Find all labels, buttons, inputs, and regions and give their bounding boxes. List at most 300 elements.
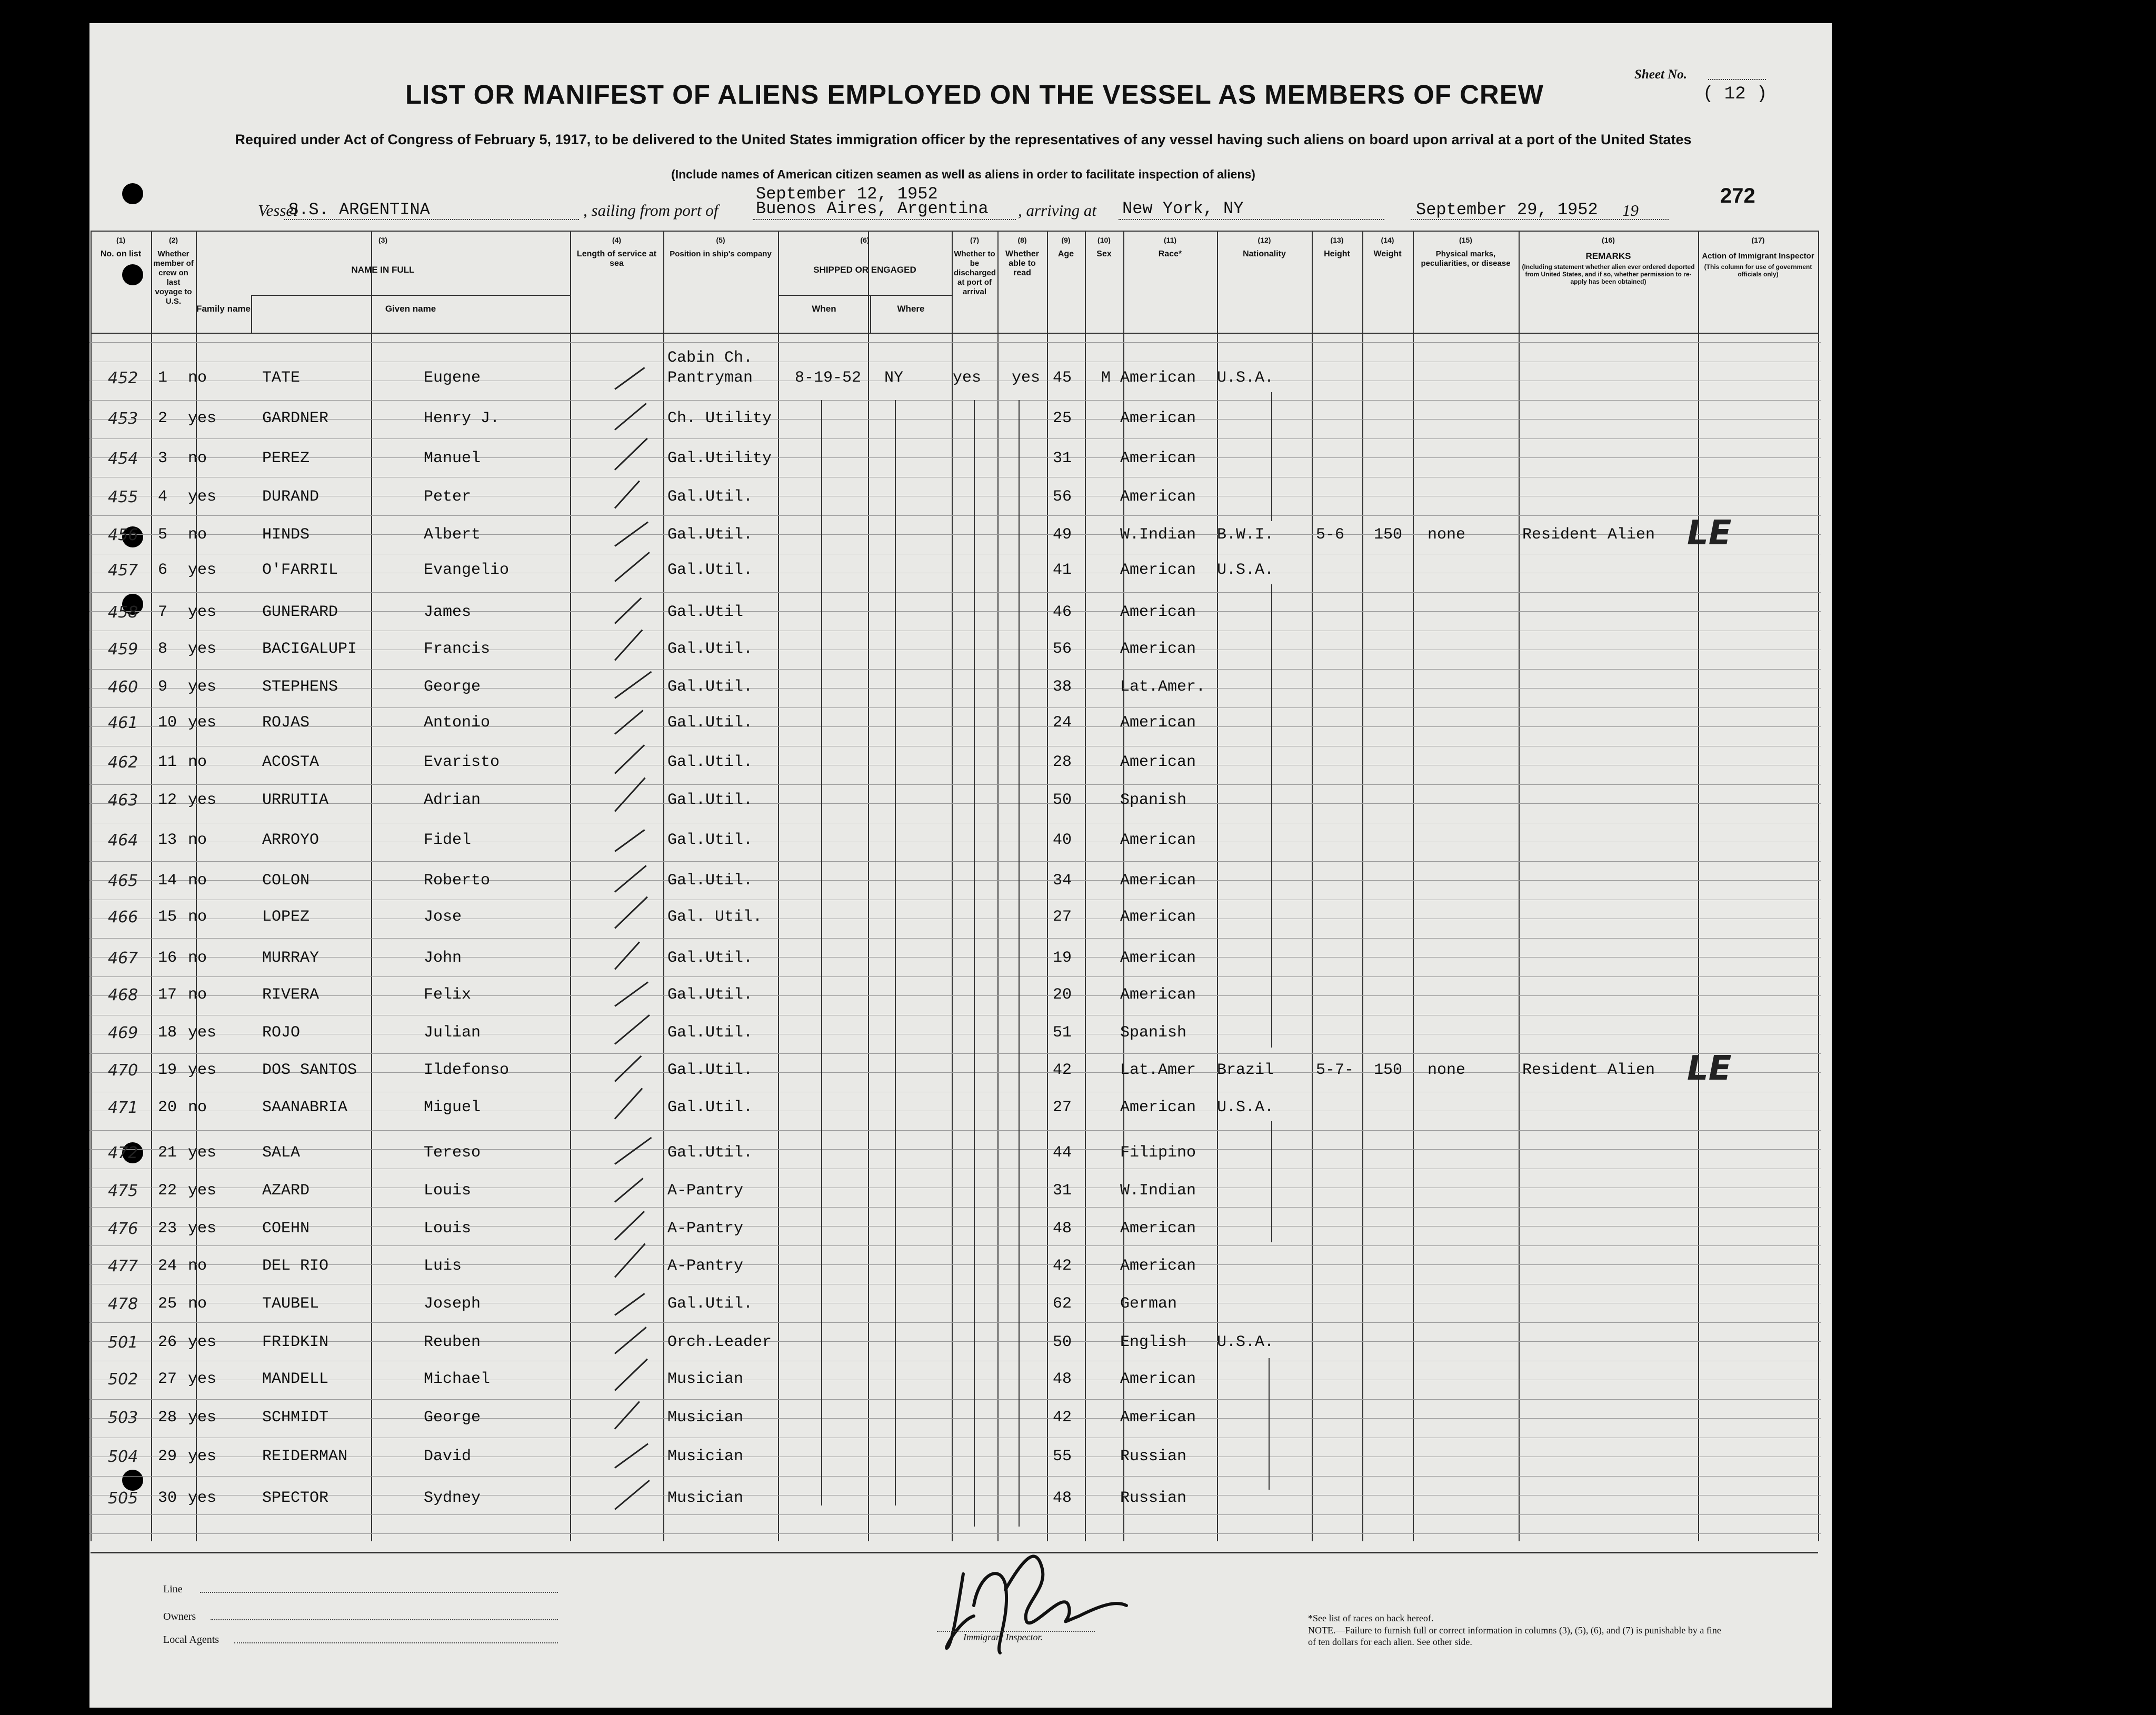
margin-number: 472 [108, 1144, 138, 1162]
race-cell: American [1120, 1220, 1196, 1238]
given-name-cell: Michael [424, 1370, 491, 1388]
column-number: (9) [1061, 236, 1071, 244]
weight-cell: 150 [1374, 526, 1403, 544]
last-voyage-cell: yes [188, 678, 217, 696]
crew-table [91, 231, 1818, 1541]
remarks-cell: Resident Alien [1522, 526, 1655, 544]
height-cell: 5-6 [1316, 526, 1345, 544]
margin-number: 453 [108, 410, 138, 428]
ditto-line [1271, 1121, 1272, 1242]
column-number: (6) [860, 236, 870, 244]
margin-number: 478 [108, 1295, 138, 1313]
position-cell: Gal.Util. [667, 1061, 753, 1079]
last-voyage-cell: yes [188, 1182, 217, 1200]
race-cell: German [1120, 1295, 1177, 1313]
arriving-port: New York, NY [1122, 199, 1244, 218]
given-name-cell: Reuben [424, 1333, 481, 1351]
row-number: 8 [158, 640, 168, 658]
position-cell: Musician [667, 1489, 744, 1507]
row-number: 7 [158, 603, 168, 621]
position-cell: Musician [667, 1370, 744, 1388]
margin-number: 470 [108, 1061, 138, 1080]
year-prefix: 19 [1622, 201, 1639, 220]
position-cell: Gal.Util. [667, 526, 753, 544]
ruled-line [89, 1322, 1821, 1323]
sailing-date: September 12, 1952 [756, 184, 938, 204]
last-voyage-cell: yes [188, 640, 217, 658]
last-voyage-cell: yes [188, 1144, 217, 1162]
margin-number: 477 [108, 1257, 138, 1275]
race-cell: American [1120, 949, 1196, 967]
column-header: Weight [1373, 250, 1402, 258]
age-cell: 19 [1053, 949, 1072, 967]
position-cell: Gal.Util. [667, 949, 753, 967]
signature-caption: Immigrant Inspector. [963, 1632, 1043, 1642]
position-cell: Gal.Util. [667, 1144, 753, 1162]
column-number: (13) [1330, 236, 1344, 244]
row-number: 26 [158, 1333, 177, 1351]
last-voyage-cell: no [188, 831, 207, 849]
race-cell: American [1120, 369, 1196, 387]
family-name-cell: SALA [262, 1144, 301, 1162]
age-cell: 34 [1053, 872, 1072, 890]
row-number: 19 [158, 1061, 177, 1079]
age-cell: 31 [1053, 450, 1072, 467]
footer-agents-label: Local Agents [163, 1634, 219, 1646]
age-cell: 38 [1053, 678, 1072, 696]
margin-number: 457 [108, 561, 138, 580]
ruled-line [89, 995, 1821, 996]
row-number: 15 [158, 908, 177, 926]
position-cell: Musician [667, 1448, 744, 1465]
footer-line-label: Line [163, 1583, 183, 1595]
race-cell: W.Indian [1120, 1182, 1196, 1200]
age-cell: 46 [1053, 603, 1072, 621]
age-cell: 28 [1053, 753, 1072, 771]
row-number: 2 [158, 410, 168, 427]
column-header: Whether to be discharged at port of arrival [954, 250, 996, 296]
family-name-cell: RIVERA [262, 986, 320, 1004]
ruled-line [89, 1149, 1821, 1150]
row-number: 11 [158, 753, 177, 771]
age-cell: 55 [1053, 1448, 1072, 1465]
ruled-line [89, 726, 1821, 727]
position-cell: Gal.Util. [667, 753, 753, 771]
column-header: Race* [1158, 250, 1182, 258]
row-number: 6 [158, 561, 168, 579]
column-header: Length of service at sea [576, 250, 657, 268]
ruled-line [89, 400, 1821, 401]
last-voyage-cell: yes [188, 1061, 217, 1079]
column-header: Whether able to read [1005, 250, 1039, 277]
given-name-cell: Jose [424, 908, 462, 926]
position-cell: Gal.Util. [667, 640, 753, 658]
binder-hole [122, 183, 143, 204]
race-cell: American [1120, 561, 1196, 579]
ruled-line [89, 1476, 1821, 1477]
ruled-line [89, 611, 1821, 612]
age-cell: 27 [1053, 908, 1072, 926]
ruled-line [89, 688, 1821, 689]
last-voyage-cell: no [188, 450, 207, 467]
ruled-line [89, 1053, 1821, 1054]
position-cell: Gal.Util. [667, 1024, 753, 1042]
row-number: 13 [158, 831, 177, 849]
margin-number: 504 [108, 1448, 138, 1466]
margin-number: 458 [108, 603, 138, 622]
given-name-cell: Luis [424, 1257, 462, 1275]
position-cell: Ch. Utility [667, 410, 772, 427]
family-name-cell: TAUBEL [262, 1295, 320, 1313]
subtitle-note: (Include names of American citizen seamen as well as aliens in order to facilitate inspection of aliens) [671, 167, 1255, 181]
age-cell: 48 [1053, 1489, 1072, 1507]
row-number: 16 [158, 949, 177, 967]
row-number: 1 [158, 369, 168, 387]
given-name-cell: Ildefonso [424, 1061, 510, 1079]
row-number: 5 [158, 526, 168, 544]
race-cell: American [1120, 831, 1196, 849]
age-cell: 25 [1053, 410, 1072, 427]
ruled-line [89, 957, 1821, 958]
last-voyage-cell: yes [188, 1220, 217, 1238]
row-number: 10 [158, 714, 177, 732]
given-name-cell: Tereso [424, 1144, 481, 1162]
age-cell: 56 [1053, 640, 1072, 658]
ruled-line [89, 1399, 1821, 1400]
ruled-line [89, 1341, 1821, 1342]
position-cell: Gal.Util. [667, 488, 753, 506]
row-number: 27 [158, 1370, 177, 1388]
ruled-line [89, 707, 1821, 708]
sailing-port: Buenos Aires, Argentina [756, 199, 989, 218]
family-name-cell: FRIDKIN [262, 1333, 329, 1351]
nationality-cell: Brazil [1217, 1061, 1274, 1079]
subtitle: Required under Act of Congress of February 5, 1917, to be delivered to the United States immigration officer by the representatives of any vessel having such aliens on board upon arrival at a port of the United States [235, 132, 1692, 147]
race-cell: American [1120, 640, 1196, 658]
age-cell: 42 [1053, 1061, 1072, 1079]
last-voyage-cell: no [188, 1099, 207, 1116]
ruled-line [89, 669, 1821, 670]
page-title: LIST OR MANIFEST OF ALIENS EMPLOYED ON THE VESSEL AS MEMBERS OF CREW [405, 79, 1544, 109]
ruled-line [89, 784, 1821, 785]
family-name-cell: URRUTIA [262, 791, 329, 809]
inspector-action-cell: LE [1687, 514, 1732, 553]
column-subheader: Where [897, 304, 925, 314]
vessel-label: Vessel [258, 201, 298, 220]
races-note: *See list of races on back hereof. [1308, 1613, 1434, 1623]
column-header-detail: (This column for use of government officials only) [1704, 263, 1812, 278]
race-cell: American [1120, 1257, 1196, 1275]
row-number: 30 [158, 1489, 177, 1507]
page-number: 272 [1720, 184, 1755, 207]
last-voyage-cell: no [188, 753, 207, 771]
family-name-cell: GARDNER [262, 410, 329, 427]
family-name-cell: COEHN [262, 1220, 310, 1238]
margin-number: 476 [108, 1220, 138, 1238]
column-number: (10) [1097, 236, 1111, 244]
family-name-cell: SCHMIDT [262, 1409, 329, 1427]
ruled-line [89, 880, 1821, 881]
column-number: (11) [1163, 236, 1177, 244]
family-name-cell: DURAND [262, 488, 320, 506]
column-number: (15) [1459, 236, 1472, 244]
row-number: 21 [158, 1144, 177, 1162]
race-cell: American [1120, 1409, 1196, 1427]
column-number: (5) [716, 236, 725, 244]
last-voyage-cell: yes [188, 1448, 217, 1465]
age-cell: 56 [1053, 488, 1072, 506]
column-header: Physical marks, peculiarities, or disease [1421, 250, 1511, 268]
penalty-note: NOTE.—Failure to furnish full or correct information in columns (3), (5), (6), and (7) is punishable by a fine of ten dollars for each alien. See other side. [1308, 1625, 1721, 1647]
given-name-cell: Peter [424, 488, 472, 506]
able-to-read-cell: yes [1012, 369, 1041, 387]
sailing-label: , sailing from port of [583, 201, 718, 220]
margin-number: 464 [108, 831, 138, 850]
ruled-line [89, 1207, 1821, 1208]
column-number: (1) [116, 236, 126, 244]
last-voyage-cell: yes [188, 410, 217, 427]
ruled-line [89, 419, 1821, 420]
race-cell: American [1120, 753, 1196, 771]
last-voyage-cell: no [188, 369, 207, 387]
arrival-date: September 29, 1952 [1416, 200, 1598, 220]
remarks-cell: Resident Alien [1522, 1061, 1655, 1079]
ditto-line [974, 400, 975, 1527]
footer-owners-label: Owners [163, 1611, 196, 1622]
ditto-line [895, 400, 896, 1505]
row-number: 4 [158, 488, 168, 506]
race-cell: American [1120, 450, 1196, 467]
family-name-cell: SAANABRIA [262, 1099, 348, 1116]
margin-number: 452 [108, 369, 138, 387]
column-subheader: Given name [385, 304, 436, 314]
margin-number: 463 [108, 791, 138, 810]
ditto-line [1269, 1358, 1270, 1490]
age-cell: 20 [1053, 986, 1072, 1004]
race-cell: Lat.Amer [1120, 1061, 1196, 1079]
inspector-action-cell: LE [1687, 1049, 1732, 1088]
column-subheader: When [812, 304, 836, 314]
race-cell: Filipino [1120, 1144, 1196, 1162]
ruled-line [89, 976, 1821, 977]
race-cell: Russian [1120, 1489, 1187, 1507]
ditto-line [1271, 584, 1272, 1048]
ruled-line [89, 1514, 1821, 1515]
given-name-cell: Albert [424, 526, 481, 544]
ruled-line [89, 1245, 1821, 1246]
family-name-cell: HINDS [262, 526, 310, 544]
race-cell: W.Indian [1120, 526, 1196, 544]
family-name-cell: ARROYO [262, 831, 320, 849]
column-number: (12) [1257, 236, 1271, 244]
weight-cell: 150 [1374, 1061, 1403, 1079]
given-name-cell: John [424, 949, 462, 967]
margin-number: 503 [108, 1409, 138, 1427]
ditto-line [821, 400, 822, 1505]
sheet-number: ( 12 ) [1703, 84, 1768, 104]
race-cell: English [1120, 1333, 1187, 1351]
position-cell: Cabin Ch. [667, 349, 753, 367]
sex-cell: M [1101, 369, 1111, 387]
family-name-cell: TATE [262, 369, 301, 387]
family-name-cell: MURRAY [262, 949, 320, 967]
ruled-line [89, 438, 1821, 439]
age-cell: 51 [1053, 1024, 1072, 1042]
position-cell: Gal.Utility [667, 450, 772, 467]
margin-number: 467 [108, 949, 138, 968]
position-cell: Orch.Leader [667, 1333, 772, 1351]
last-voyage-cell: yes [188, 714, 217, 732]
race-cell: American [1120, 714, 1196, 732]
column-number: (8) [1017, 236, 1027, 244]
family-name-cell: COLON [262, 872, 310, 890]
last-voyage-cell: yes [188, 791, 217, 809]
position-cell: A-Pantry [667, 1220, 744, 1238]
family-name-cell: ROJO [262, 1024, 301, 1042]
row-number: 20 [158, 1099, 177, 1116]
race-cell: American [1120, 603, 1196, 621]
margin-number: 459 [108, 640, 138, 659]
race-cell: American [1120, 908, 1196, 926]
column-header: Age [1057, 250, 1074, 258]
given-name-cell: Henry J. [424, 410, 500, 427]
position-cell: A-Pantry [667, 1257, 744, 1275]
last-voyage-cell: yes [188, 488, 217, 506]
ditto-line [1271, 392, 1272, 521]
family-name-cell: DOS SANTOS [262, 1061, 357, 1079]
discharged-cell: yes [953, 369, 982, 387]
last-voyage-cell: no [188, 908, 207, 926]
nationality-cell: B.W.I. [1217, 526, 1274, 544]
margin-number: 456 [108, 526, 138, 544]
age-cell: 49 [1053, 526, 1072, 544]
row-number: 25 [158, 1295, 177, 1313]
ditto-line [1019, 400, 1020, 1527]
position-cell: Gal.Util. [667, 678, 753, 696]
nationality-cell: U.S.A. [1217, 561, 1274, 579]
given-name-cell: David [424, 1448, 472, 1465]
race-cell: American [1120, 872, 1196, 890]
race-cell: American [1120, 986, 1196, 1004]
age-cell: 40 [1053, 831, 1072, 849]
race-cell: American [1120, 1099, 1196, 1116]
nationality-cell: U.S.A. [1217, 1099, 1274, 1116]
margin-number: 469 [108, 1024, 138, 1042]
arriving-label: , arriving at [1018, 201, 1096, 220]
column-header: SHIPPED OR ENGAGED [813, 265, 916, 275]
position-cell: Gal.Util. [667, 1099, 753, 1116]
ruled-line [89, 1226, 1821, 1227]
vessel-name: S.S. ARGENTINA [288, 200, 430, 220]
ruled-line [89, 592, 1821, 593]
position-cell: Musician [667, 1409, 744, 1427]
ruled-line [89, 1533, 1821, 1534]
last-voyage-cell: no [188, 872, 207, 890]
row-number: 28 [158, 1409, 177, 1427]
given-name-cell: George [424, 1409, 481, 1427]
last-voyage-cell: yes [188, 1370, 217, 1388]
family-name-cell: GUNERARD [262, 603, 338, 621]
age-cell: 42 [1053, 1409, 1072, 1427]
last-voyage-cell: no [188, 1295, 207, 1313]
row-number: 23 [158, 1220, 177, 1238]
race-cell: Lat.Amer. [1120, 678, 1206, 696]
family-name-cell: PEREZ [262, 450, 310, 467]
margin-number: 501 [108, 1333, 138, 1352]
family-name-cell: DEL RIO [262, 1257, 329, 1275]
ruled-line [89, 938, 1821, 939]
age-cell: 41 [1053, 561, 1072, 579]
margin-number: 505 [108, 1489, 138, 1508]
last-voyage-cell: no [188, 949, 207, 967]
margin-number: 468 [108, 986, 138, 1004]
position-cell: Gal.Util. [667, 986, 753, 1004]
column-header: REMARKS [1585, 251, 1631, 261]
column-header: Whether member of crew on last voyage to U.S. [153, 250, 194, 306]
family-name-cell: BACIGALUPI [262, 640, 357, 658]
race-cell: American [1120, 488, 1196, 506]
column-header-detail: (Including statement whether alien ever ordered deported from United States, and if so, whether permission to re-apply has been obtained) [1522, 263, 1695, 285]
column-number: (14) [1381, 236, 1394, 244]
family-name-cell: LOPEZ [262, 908, 310, 926]
family-name-cell: ROJAS [262, 714, 310, 732]
ruled-line [89, 457, 1821, 458]
age-cell: 62 [1053, 1295, 1072, 1313]
given-name-cell: Eugene [424, 369, 481, 387]
shipped-when-cell: 8-19-52 [795, 369, 862, 387]
race-cell: Spanish [1120, 791, 1187, 809]
given-name-cell: James [424, 603, 472, 621]
age-cell: 42 [1053, 1257, 1072, 1275]
margin-number: 461 [108, 714, 138, 732]
margin-number: 460 [108, 678, 138, 696]
age-cell: 24 [1053, 714, 1072, 732]
position-cell: A-Pantry [667, 1182, 744, 1200]
last-voyage-cell: yes [188, 603, 217, 621]
age-cell: 44 [1053, 1144, 1072, 1162]
ruled-line [89, 1264, 1821, 1265]
last-voyage-cell: no [188, 526, 207, 544]
last-voyage-cell: no [188, 986, 207, 1004]
position-cell: Gal.Util. [667, 714, 753, 732]
given-name-cell: Felix [424, 986, 472, 1004]
given-name-cell: Sydney [424, 1489, 481, 1507]
last-voyage-cell: no [188, 1257, 207, 1275]
given-name-cell: Fidel [424, 831, 472, 849]
given-name-cell: Adrian [424, 791, 481, 809]
given-name-cell: Antonio [424, 714, 491, 732]
family-name-cell: SPECTOR [262, 1489, 329, 1507]
age-cell: 50 [1053, 1333, 1072, 1351]
age-cell: 27 [1053, 1099, 1072, 1116]
position-cell: Gal.Util. [667, 1295, 753, 1313]
family-name-cell: REIDERMAN [262, 1448, 348, 1465]
row-number: 18 [158, 1024, 177, 1042]
given-name-cell: Evangelio [424, 561, 510, 579]
row-number: 24 [158, 1257, 177, 1275]
ruled-line [89, 861, 1821, 862]
last-voyage-cell: yes [188, 1409, 217, 1427]
family-name-cell: MANDELL [262, 1370, 329, 1388]
margin-number: 502 [108, 1370, 138, 1389]
given-name-cell: Francis [424, 640, 491, 658]
column-number: (2) [168, 236, 178, 244]
age-cell: 48 [1053, 1370, 1072, 1388]
row-number: 17 [158, 986, 177, 1004]
family-name-cell: STEPHENS [262, 678, 338, 696]
margin-number: 475 [108, 1182, 138, 1200]
race-cell: Spanish [1120, 1024, 1187, 1042]
